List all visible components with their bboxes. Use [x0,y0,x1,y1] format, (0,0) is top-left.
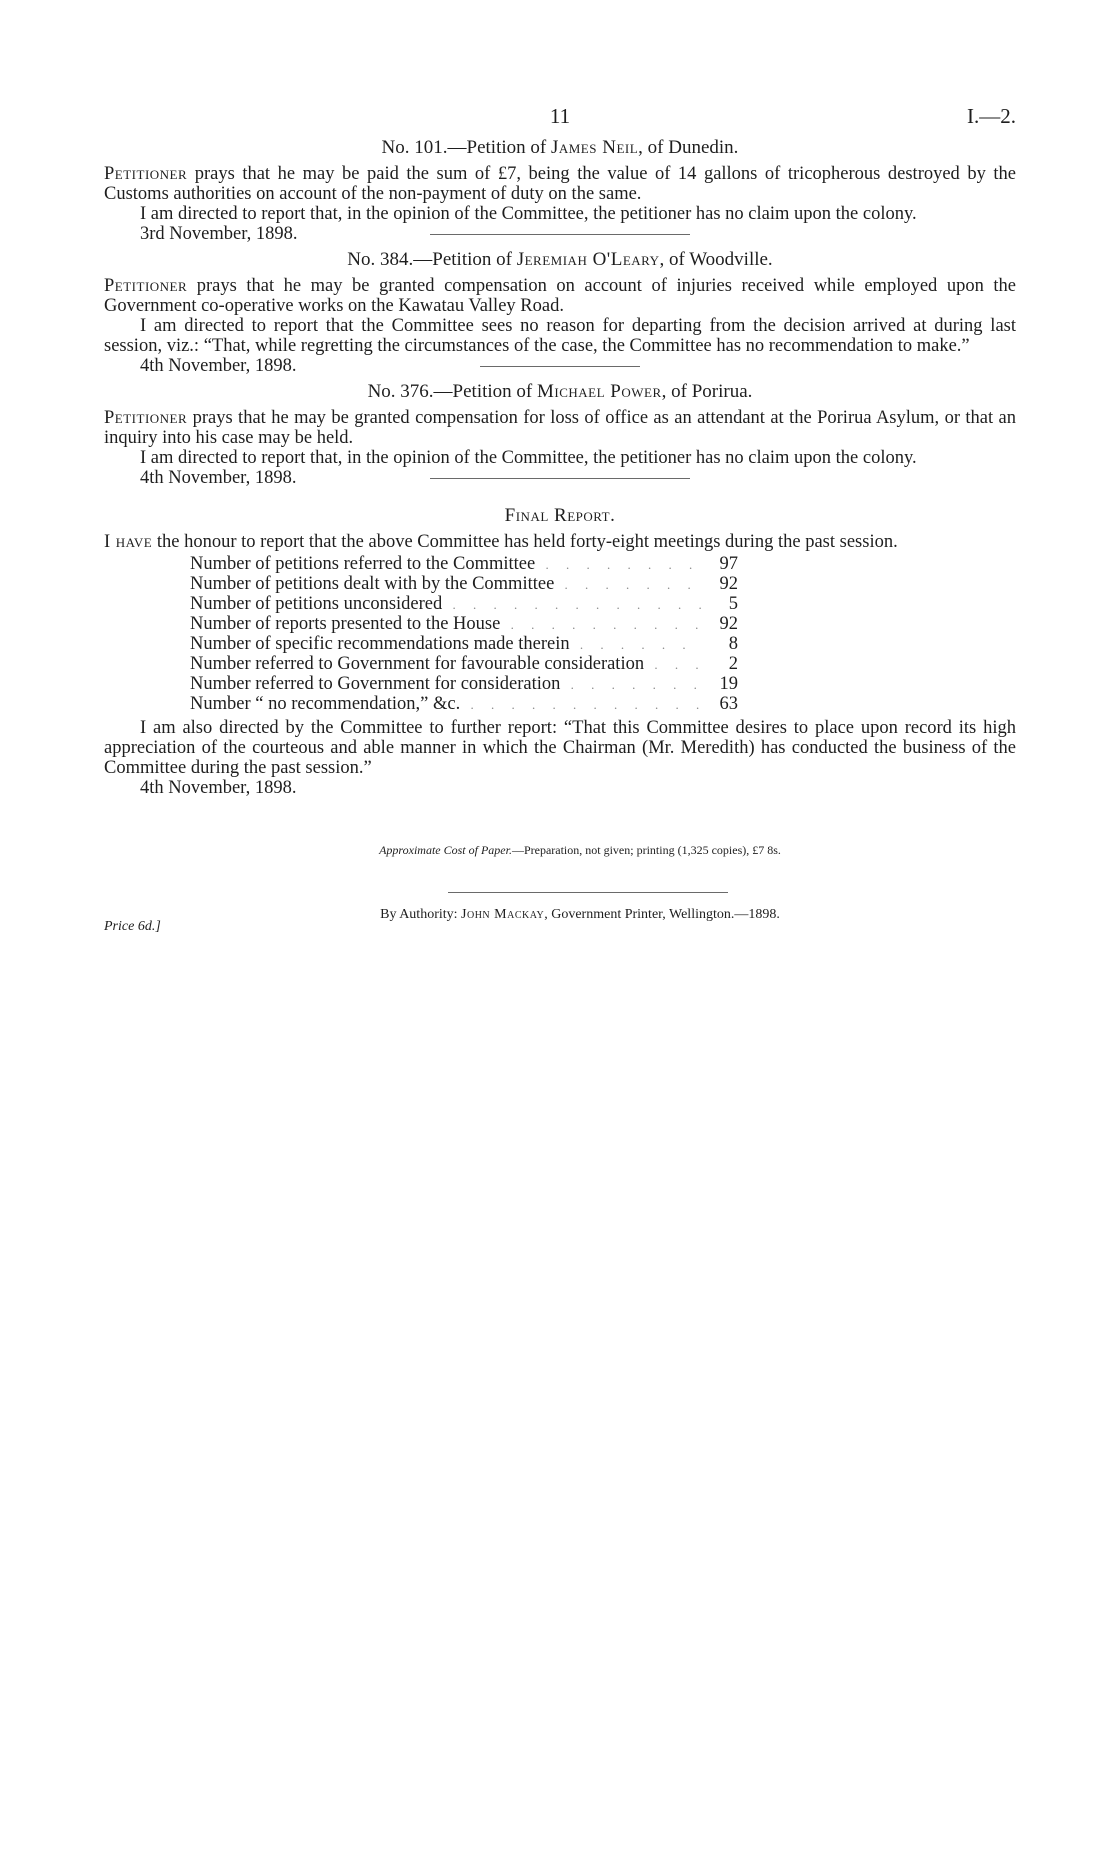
document-page [104,100,1016,945]
table-row [190,654,738,674]
stat-label: Number of specific recommendations made therein . . . [190,634,702,654]
table-row [190,674,738,694]
final-report-intro [104,532,1016,552]
table-row [190,594,738,614]
committee-report: I am directed to report that, in the opinion of the Committee, the petitioner has no claim upon the colony. [140,204,917,224]
petition-number: No. 384.—Petition of [347,249,517,270]
table-row [190,634,738,654]
price-label: Price 6d.] [104,919,161,934]
table-row [190,614,738,634]
petition-title [104,382,1016,402]
petition-prayer [104,164,1016,204]
intro-lead: I have [104,532,153,552]
final-report-closing: I am also directed by the Committee to further report: “That this Committee desires to place upon record its high appreciation of the courteous and able manner in which the Chairman (Mr. Meredith) has conducted the business of the Committee during the past session.” [104,718,1016,778]
document-reference: I.—2. [967,104,1016,128]
stat-label: Number “ no recommendation,” &c. . . . [190,694,702,714]
stat-value: 8 [728,634,738,654]
stat-value: 5 [728,594,738,614]
cost-of-paper [104,840,1016,860]
footer-divider [448,892,728,893]
stat-label: Number referred to Government for favourable consideration . . . [190,654,702,674]
printer-name: John Mackay [461,907,545,922]
authority-suffix: , Government Printer, Wellington.—1898. [544,907,780,922]
prayer-text: prays that he may be granted compensation on account of injuries received while employed upon the Government co-operative works on the Kawatau Valley Road. [104,276,1016,316]
authority-prefix: By Authority: [380,907,462,922]
petitioner-name: James Neil [550,137,639,158]
petition-prayer [104,408,1016,448]
committee-report: I am directed to report that, in the opinion of the Committee, the petitioner has no claim upon the colony. [140,448,917,468]
prayer-text: prays that he may be granted compensation for loss of office as an attendant at the Porirua Asylum, or that an inquiry into his case may be held. [104,408,1016,448]
stat-value: 2 [728,654,738,674]
petition-place: , of Woodville. [659,249,773,270]
stat-value: 63 [719,694,738,714]
committee-report: I am directed to report that the Committee sees no reason for departing from the decision arrived at during last session, viz.: “That, while regretting the circumstances of the case, the Committee has no recommendation to make.” [104,316,1016,356]
table-row [190,554,738,574]
petition-title [104,250,1016,270]
petitioner-name: Michael Power [537,381,662,402]
intro-text: the honour to report that the above Committee has held forty-eight meetings during the past session. [152,532,898,552]
page-header [104,100,1016,134]
petition-section [104,250,1016,378]
report-date: 4th November, 1898. [140,468,297,488]
stat-label: Number of petitions referred to the Committee . . . [190,554,702,574]
date-row [104,356,1016,378]
table-row [190,694,738,714]
section-divider [480,366,640,367]
stat-label: Number of reports presented to the House . . . [190,614,702,634]
petition-place: , of Porirua. [661,381,753,402]
report-date: 4th November, 1898. [140,356,297,376]
petition-place: , of Dunedin. [638,137,739,158]
stat-value: 97 [719,554,738,574]
stat-label: Number of petitions dealt with by the Committee . . . [190,574,702,594]
petition-title [104,138,1016,158]
report-date: 4th November, 1898. [140,778,297,798]
date-row [104,468,1016,490]
final-report-section [104,506,1016,798]
petition-section [104,138,1016,246]
petition-prayer [104,276,1016,316]
cost-label: Approximate Cost of Paper. [379,843,512,857]
section-divider [430,234,690,235]
petitioner-lead: Petitioner [104,164,188,184]
final-report-title: Final Report. [504,505,616,526]
printer-authority [104,905,1016,925]
stat-value: 19 [719,674,738,694]
date-row [104,224,1016,246]
stat-value: 92 [719,614,738,634]
stat-label: Number referred to Government for consideration . . . [190,674,702,694]
petitioner-name: Jeremiah O'Leary [516,249,660,270]
cost-text: —Preparation, not given; printing (1,325 copies), £7 8s. [511,843,781,857]
report-date: 3rd November, 1898. [140,224,298,244]
section-divider [430,478,690,479]
table-row [190,574,738,594]
stat-value: 92 [719,574,738,594]
petition-section [104,382,1016,490]
stat-label: Number of petitions unconsidered . . . [190,594,702,614]
petitioner-lead: Petitioner [104,276,188,296]
petitioner-lead: Petitioner [104,408,188,428]
prayer-text: prays that he may be paid the sum of £7, being the value of 14 gallons of tricopherous destroyed by the Customs authorities on account of the non-payment of duty on the same. [104,164,1016,204]
petition-number: No. 101.—Petition of [381,137,551,158]
page-number: 11 [549,104,571,128]
petition-number: No. 376.—Petition of [367,381,537,402]
statistics-table [190,554,738,714]
imprint [104,905,1016,945]
